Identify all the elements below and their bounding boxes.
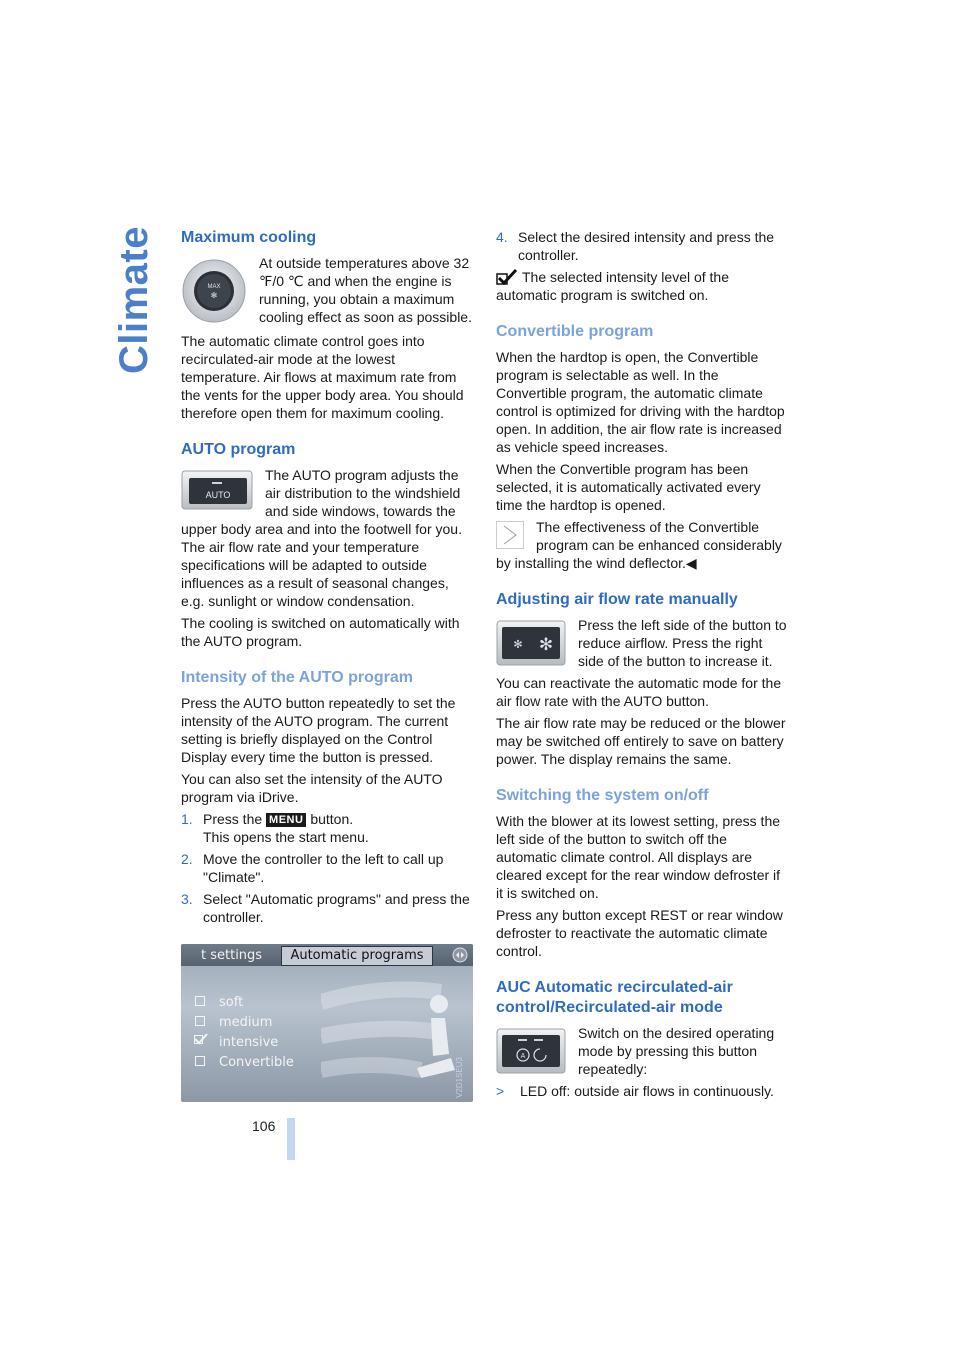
auc-text-1: Switch on the desired operating mode by pressing this button repeatedly: <box>578 1025 775 1077</box>
airflow-text-1: Press the left side of the button to reduce airflow. Press the right side of the button to increase it. <box>578 617 787 669</box>
image-code: V2D1SEU3 <box>455 1057 464 1098</box>
auc-button-image <box>496 1028 566 1078</box>
max-cooling-text-1: At outside temperatures above 32 ℉/0 ℃ and when the engine is running, you obtain a maximum cooling effect as soon as possible. <box>259 255 472 325</box>
max-cooling-text-2: The automatic climate control goes into recirculated-air mode at the lowest temperature. Air flows at maximum rate from the vents for the upper body area. You should therefore open them for maximum cooling. <box>181 333 464 421</box>
auc-bullet-1: > LED off: outside air flows in continuously. <box>496 1083 774 1099</box>
menu-button-icon: MENU <box>266 813 306 827</box>
step-2: 2. Move the controller to the left to call up "Climate". <box>181 851 444 885</box>
page-margin-bar <box>287 1118 295 1160</box>
option-intensive: intensive <box>195 1034 278 1052</box>
convertible-text-2: When the Convertible program has been selected, it is automatically activated every time the hardtop is opened. <box>496 461 761 513</box>
onoff-text-1: With the blower at its lowest setting, press the left side of the button to switch off the automatic climate control. All displays are cleared except for the rear window defroster if it is switched on. <box>496 813 781 901</box>
option-convertible: Convertible <box>195 1054 294 1072</box>
heading-airflow: Adjusting air flow rate manually <box>496 591 738 608</box>
intensity-steps <box>181 810 473 926</box>
note-triangle-icon <box>496 521 524 553</box>
tab-automatic-programs: Automatic programs <box>281 946 433 966</box>
checkmark-box-icon <box>496 269 518 285</box>
page-number: 106 <box>252 1118 276 1134</box>
convertible-note: The effectiveness of the Convertible program can be enhanced considerably by installing the wind deflector.◀ <box>496 519 782 571</box>
fan-small-icon: ✻ <box>513 638 523 651</box>
auto-program-text-1: The AUTO program adjusts the air distribution to the windshield and side windows, towards the upper body area and into the footwell for you. The air flow rate and your temperature specifications will be adapted to outside influences as a result of seasonal changes, e.g. sunlight or window condensation. <box>181 467 462 609</box>
step-4: 4. Select the desired intensity and press the controller. <box>496 229 775 263</box>
auto-program-text-2: The cooling is switched on automatically with the AUTO program. <box>181 615 460 649</box>
heading-auto-program: AUTO program <box>181 441 296 458</box>
airflow-text-3: The air flow rate may be reduced or the blower may be switched off entirely to save on battery power. The display remains the same. <box>496 715 786 767</box>
heading-maximum-cooling: Maximum cooling <box>181 229 317 246</box>
blower-button-image <box>496 620 566 670</box>
intensity-text-2: You can also set the intensity of the AUTO program via iDrive. <box>181 771 443 805</box>
checkmark-icon <box>194 1033 208 1045</box>
convertible-text-1: When the hardtop is open, the Convertible program is selectable as well. In the Convertible program, the automatic climate control is optimized for driving with the hardtop open. In addition, the air flow rate is increased as vehicle speed increases. <box>496 349 785 455</box>
max-label: MAX <box>207 284 221 290</box>
onoff-text-2: Press any button except REST or rear window defroster to reactivate the automatic climate control. <box>496 907 783 959</box>
chapter-side-title: Climate <box>112 226 156 374</box>
step-1: 1. Press the MENU button. This opens the start menu. <box>181 811 369 845</box>
tab-settings: t settings <box>201 948 263 963</box>
auto-label: AUTO <box>205 490 231 500</box>
heading-switching-onoff: Switching the system on/off <box>496 787 709 804</box>
option-soft: soft <box>195 994 243 1012</box>
fan-large-icon: ✻ <box>538 635 554 655</box>
intensity-step-4 <box>496 228 788 264</box>
scroll-arrows-icon <box>451 947 469 963</box>
auto-button-image <box>181 470 253 514</box>
control-display-screenshot <box>181 944 473 1102</box>
left-column <box>181 228 473 1102</box>
option-medium: medium <box>195 1014 272 1032</box>
air-flow-graphic <box>321 974 471 1102</box>
right-column <box>496 228 788 1104</box>
heading-auc: AUC Automatic recirculated-air control/Recirculated-air mode <box>496 979 733 1016</box>
auc-a-icon: A <box>520 1053 526 1060</box>
max-button-image <box>181 258 247 328</box>
heading-intensity: Intensity of the AUTO program <box>181 669 414 686</box>
fan-icon: ✻ <box>210 291 218 300</box>
airflow-text-2: You can reactivate the automatic mode for the air flow rate with the AUTO button. <box>496 675 782 709</box>
heading-convertible-program: Convertible program <box>496 323 654 340</box>
step-3: 3. Select "Automatic programs" and press the controller. <box>181 891 470 925</box>
selected-intensity-note: The selected intensity level of the automatic program is switched on. <box>496 269 730 303</box>
intensity-text-1: Press the AUTO button repeatedly to set the intensity of the AUTO program. The current setting is briefly displayed on the Control Display every time the button is pressed. <box>181 695 456 765</box>
